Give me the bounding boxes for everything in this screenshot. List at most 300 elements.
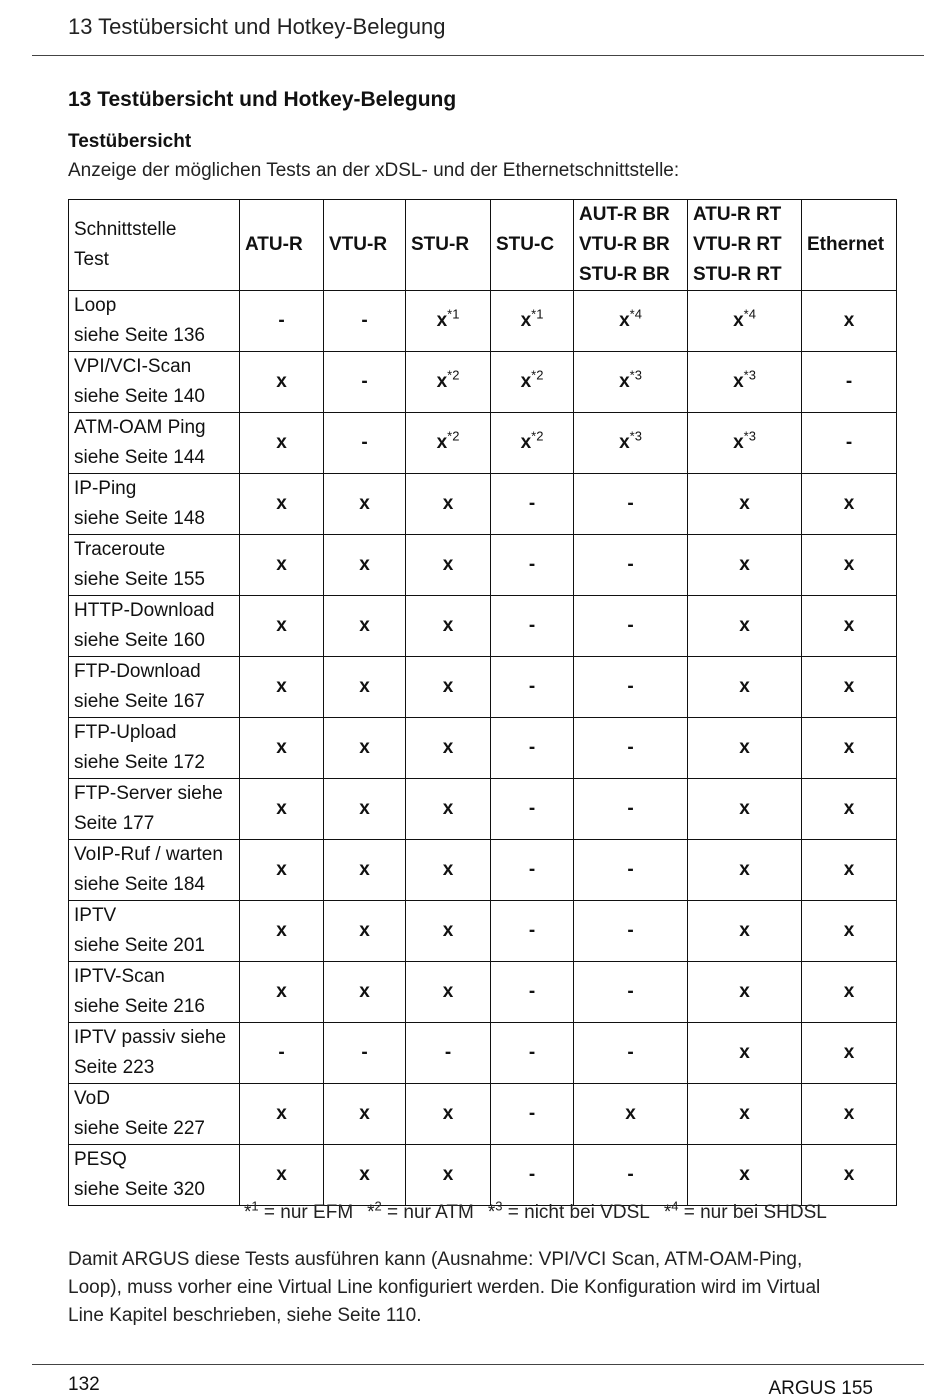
support-cell: [688, 1023, 802, 1084]
support-cell: [324, 291, 406, 352]
support-cell: [324, 535, 406, 596]
support-value: x: [359, 1164, 370, 1185]
test-name-cell: [69, 840, 240, 901]
support-cell: [240, 474, 324, 535]
header-interface-test: [69, 200, 240, 291]
support-value: x: [520, 432, 532, 453]
support-value: x: [442, 493, 454, 514]
support-value: -: [627, 859, 634, 880]
support-cell: [491, 291, 574, 352]
support-value: -: [627, 798, 634, 819]
support-value: -: [528, 676, 536, 697]
support-value: -: [528, 1164, 536, 1185]
support-value: x: [843, 554, 855, 575]
support-cell: [688, 352, 802, 413]
test-name-line: siehe Seite 184: [74, 874, 205, 895]
support-value: x: [843, 737, 855, 758]
footnote-mark: *: [663, 1202, 672, 1223]
test-name-cell: [69, 291, 240, 352]
support-cell: [324, 474, 406, 535]
support-cell: [574, 535, 688, 596]
column-header: [406, 200, 491, 291]
footnote-number: 3: [495, 1198, 503, 1214]
support-value: x: [276, 371, 287, 392]
footnote-ref: *2: [447, 428, 460, 444]
support-value: x: [843, 1164, 855, 1185]
support-value: x: [520, 310, 532, 331]
test-name-line: ATM-OAM Ping: [74, 417, 206, 438]
support-value: -: [528, 920, 536, 941]
footnote: [367, 1198, 474, 1223]
support-cell: [491, 352, 574, 413]
footnote-ref: *3: [629, 367, 642, 383]
body-line: Line Kapitel beschrieben, siehe Seite 110.: [68, 1305, 422, 1326]
support-cell: [802, 779, 897, 840]
footnote-ref: *3: [629, 428, 642, 444]
footnote-ref: *2: [531, 367, 544, 383]
support-value: x: [843, 798, 855, 819]
test-name-line: VoD: [74, 1088, 110, 1109]
support-value: x: [739, 1103, 750, 1124]
support-value: -: [627, 1042, 634, 1063]
footnote-mark: *: [487, 1202, 496, 1223]
support-cell: [802, 1084, 897, 1145]
support-value: x: [276, 554, 287, 575]
header-line: Schnittstelle: [74, 219, 177, 240]
body-text: [68, 1246, 898, 1330]
support-cell: [802, 1023, 897, 1084]
support-cell: [406, 657, 491, 718]
column-header: [688, 200, 802, 291]
table-row: [69, 901, 897, 962]
support-cell: [574, 718, 688, 779]
header-line: ATU-R RT: [693, 204, 782, 225]
support-value: x: [442, 1103, 454, 1124]
support-cell: [574, 779, 688, 840]
support-cell: [324, 657, 406, 718]
test-name-line: IPTV passiv siehe: [74, 1027, 227, 1048]
support-cell: [574, 962, 688, 1023]
test-overview-table: [68, 199, 897, 1206]
test-name-cell: [69, 352, 240, 413]
support-cell: [802, 718, 897, 779]
support-value: -: [278, 1042, 285, 1063]
support-cell: [240, 962, 324, 1023]
footnote-ref: *2: [447, 367, 460, 383]
test-name-line: siehe Seite 216: [74, 996, 205, 1017]
support-value: x: [276, 737, 287, 758]
support-value: -: [444, 1042, 452, 1063]
support-cell: [491, 779, 574, 840]
support-value: -: [361, 432, 368, 453]
header-line: Test: [74, 249, 109, 270]
test-name-line: siehe Seite 155: [74, 569, 205, 590]
support-value: x: [619, 371, 630, 392]
header-line: Ethernet: [807, 234, 885, 255]
support-value: x: [843, 615, 855, 636]
support-cell: [240, 779, 324, 840]
support-value: x: [739, 737, 750, 758]
test-name-line: siehe Seite 144: [74, 447, 205, 468]
support-value: x: [359, 493, 370, 514]
support-value: -: [528, 1042, 536, 1063]
table-row: [69, 1145, 897, 1206]
header-line: STU-C: [496, 234, 555, 255]
header-line: STU-R: [411, 234, 470, 255]
test-name-line: siehe Seite 148: [74, 508, 205, 529]
table-row: [69, 291, 897, 352]
support-value: -: [627, 554, 634, 575]
footnote-ref: *1: [531, 306, 544, 322]
support-cell: [802, 352, 897, 413]
footnote-text: = nicht bei VDSL: [502, 1202, 650, 1223]
support-value: -: [528, 859, 536, 880]
support-value: x: [359, 676, 370, 697]
support-cell: [240, 718, 324, 779]
support-cell: [406, 596, 491, 657]
support-cell: [574, 413, 688, 474]
support-value: -: [528, 1103, 536, 1124]
support-cell: [688, 657, 802, 718]
test-name-cell: [69, 779, 240, 840]
support-cell: [688, 1084, 802, 1145]
support-value: -: [845, 432, 853, 453]
test-name-cell: [69, 657, 240, 718]
support-value: x: [276, 981, 287, 1002]
section-title: Testübersicht: [68, 131, 192, 152]
support-value: x: [619, 432, 630, 453]
support-cell: [688, 718, 802, 779]
support-value: -: [361, 310, 368, 331]
support-value: x: [359, 798, 370, 819]
support-value: x: [436, 310, 448, 331]
test-name-line: siehe Seite 201: [74, 935, 205, 956]
support-cell: [574, 1084, 688, 1145]
support-cell: [491, 1084, 574, 1145]
support-value: x: [442, 676, 454, 697]
test-name-line: PESQ: [74, 1149, 127, 1170]
support-value: -: [361, 1042, 368, 1063]
support-value: x: [276, 798, 287, 819]
support-cell: [406, 474, 491, 535]
support-cell: [240, 352, 324, 413]
support-cell: [802, 840, 897, 901]
column-header: [574, 200, 688, 291]
test-name-line: FTP-Server siehe: [74, 783, 223, 804]
support-cell: [491, 718, 574, 779]
footnote-text: = nur EFM: [258, 1202, 354, 1223]
support-value: -: [528, 554, 536, 575]
support-value: x: [359, 1103, 370, 1124]
header-rule: [32, 55, 924, 56]
intro-text: Anzeige der möglichen Tests an der xDSL- und der Ethernetschnittstelle:: [68, 160, 680, 181]
support-cell: [406, 1145, 491, 1206]
support-cell: [324, 1084, 406, 1145]
support-value: -: [627, 676, 634, 697]
support-cell: [406, 1084, 491, 1145]
support-value: x: [276, 859, 287, 880]
support-cell: [324, 352, 406, 413]
test-name-line: Seite 177: [74, 813, 155, 834]
test-name-line: VoIP-Ruf / warten: [74, 844, 223, 865]
support-cell: [491, 840, 574, 901]
support-value: x: [442, 1164, 454, 1185]
support-cell: [802, 657, 897, 718]
support-cell: [324, 779, 406, 840]
support-cell: [688, 535, 802, 596]
table-row: [69, 718, 897, 779]
body-line: Damit ARGUS diese Tests ausführen kann (Ausnahme: VPI/VCI Scan, ATM-OAM-Ping,: [68, 1249, 803, 1270]
support-value: -: [278, 310, 285, 331]
support-value: x: [442, 798, 454, 819]
footnote-ref: *4: [743, 306, 756, 322]
page-number: 132: [68, 1374, 100, 1395]
support-value: x: [739, 981, 750, 1002]
support-cell: [574, 657, 688, 718]
support-cell: [324, 413, 406, 474]
footnote-ref: *3: [743, 367, 756, 383]
support-value: x: [733, 310, 744, 331]
support-cell: [240, 657, 324, 718]
support-value: x: [359, 554, 370, 575]
support-value: x: [359, 615, 370, 636]
table-header-row: [69, 200, 897, 291]
footnote-ref: *2: [531, 428, 544, 444]
support-value: -: [361, 371, 368, 392]
test-name-cell: [69, 1023, 240, 1084]
support-value: x: [442, 737, 454, 758]
footnote-mark: *: [367, 1202, 375, 1223]
support-cell: [802, 1145, 897, 1206]
support-cell: [574, 901, 688, 962]
support-cell: [324, 962, 406, 1023]
support-cell: [574, 840, 688, 901]
support-cell: [802, 413, 897, 474]
support-cell: [240, 840, 324, 901]
support-cell: [406, 535, 491, 596]
support-cell: [240, 1084, 324, 1145]
support-value: x: [733, 432, 744, 453]
support-cell: [802, 962, 897, 1023]
support-cell: [802, 535, 897, 596]
test-name-line: siehe Seite 227: [74, 1118, 205, 1139]
support-cell: [491, 1023, 574, 1084]
support-cell: [406, 901, 491, 962]
support-cell: [324, 718, 406, 779]
support-value: x: [843, 310, 855, 331]
table-row: [69, 1084, 897, 1145]
support-value: x: [276, 493, 287, 514]
test-name-line: siehe Seite 172: [74, 752, 205, 773]
footnotes: [244, 1199, 841, 1227]
support-value: -: [627, 920, 634, 941]
test-name-cell: [69, 1145, 240, 1206]
table-row: [69, 413, 897, 474]
support-cell: [491, 657, 574, 718]
support-value: x: [739, 554, 750, 575]
test-name-line: IPTV-Scan: [74, 966, 165, 987]
support-value: -: [627, 981, 634, 1002]
footnote: [663, 1198, 827, 1223]
support-cell: [406, 352, 491, 413]
column-header: [491, 200, 574, 291]
support-value: x: [276, 1103, 287, 1124]
test-name-cell: [69, 718, 240, 779]
support-cell: [324, 1145, 406, 1206]
header-line: VTU-R RT: [693, 234, 782, 255]
support-cell: [491, 962, 574, 1023]
support-value: x: [843, 859, 855, 880]
test-name-line: VPI/VCI-Scan: [74, 356, 192, 377]
test-name-line: FTP-Upload: [74, 722, 177, 743]
test-name-line: FTP-Download: [74, 661, 201, 682]
support-value: x: [739, 798, 750, 819]
support-value: x: [739, 1042, 750, 1063]
footnote: [487, 1198, 650, 1223]
header-line: ATU-R: [245, 234, 303, 255]
support-value: x: [276, 432, 287, 453]
header-line: AUT-R BR: [579, 204, 670, 225]
footnote-ref: *3: [743, 428, 756, 444]
support-value: x: [739, 920, 750, 941]
support-value: -: [627, 615, 634, 636]
table-row: [69, 962, 897, 1023]
support-value: x: [843, 493, 855, 514]
footnote-text: = nur ATM: [381, 1202, 474, 1223]
body-line: Loop), muss vorher eine Virtual Line konfiguriert werden. Die Konfiguration wird im Virtual: [68, 1277, 821, 1298]
support-cell: [324, 596, 406, 657]
table-row: [69, 840, 897, 901]
header-line: VTU-R: [329, 234, 388, 255]
footer-rule: [32, 1364, 924, 1365]
support-cell: [406, 779, 491, 840]
support-cell: [688, 413, 802, 474]
support-cell: [688, 962, 802, 1023]
support-cell: [574, 352, 688, 413]
support-value: -: [528, 981, 536, 1002]
table-row: [69, 352, 897, 413]
support-value: x: [442, 920, 454, 941]
support-value: -: [845, 371, 853, 392]
footnote-number: 4: [671, 1198, 679, 1214]
support-cell: [688, 291, 802, 352]
support-cell: [491, 1145, 574, 1206]
support-cell: [324, 901, 406, 962]
support-value: x: [442, 554, 454, 575]
footnote-number: 1: [251, 1198, 259, 1214]
product-name: ARGUS 155: [768, 1378, 873, 1399]
support-value: x: [739, 615, 750, 636]
support-cell: [491, 413, 574, 474]
support-value: -: [528, 737, 536, 758]
support-value: x: [359, 737, 370, 758]
footnote-ref: *1: [447, 306, 460, 322]
test-name-cell: [69, 535, 240, 596]
support-value: x: [276, 615, 287, 636]
support-cell: [802, 474, 897, 535]
support-value: x: [843, 1042, 855, 1063]
table-row: [69, 596, 897, 657]
support-value: x: [359, 859, 370, 880]
test-name-cell: [69, 474, 240, 535]
support-value: x: [436, 371, 448, 392]
running-header: 13 Testübersicht und Hotkey-Belegung: [68, 14, 446, 39]
test-name-line: Loop: [74, 295, 117, 316]
support-cell: [688, 901, 802, 962]
test-name-line: siehe Seite 136: [74, 325, 205, 346]
header-line: STU-R RT: [693, 264, 782, 285]
support-value: x: [843, 920, 855, 941]
support-cell: [240, 1145, 324, 1206]
support-cell: [240, 291, 324, 352]
table-row: [69, 657, 897, 718]
support-cell: [574, 1023, 688, 1084]
support-cell: [574, 596, 688, 657]
support-value: x: [520, 371, 532, 392]
column-header: [324, 200, 406, 291]
support-value: -: [627, 737, 634, 758]
support-cell: [406, 718, 491, 779]
support-value: -: [627, 1164, 634, 1185]
support-cell: [491, 901, 574, 962]
test-name-cell: [69, 1084, 240, 1145]
support-cell: [491, 474, 574, 535]
support-cell: [240, 413, 324, 474]
support-cell: [802, 596, 897, 657]
test-name-cell: [69, 901, 240, 962]
table-row: [69, 474, 897, 535]
support-cell: [406, 1023, 491, 1084]
support-cell: [240, 1023, 324, 1084]
table-row: [69, 1023, 897, 1084]
support-cell: [802, 901, 897, 962]
test-name-line: siehe Seite 140: [74, 386, 205, 407]
test-name-line: siehe Seite 160: [74, 630, 205, 651]
support-value: -: [528, 493, 536, 514]
test-name-cell: [69, 596, 240, 657]
test-name-line: Traceroute: [74, 539, 166, 560]
support-cell: [688, 474, 802, 535]
support-cell: [240, 596, 324, 657]
support-cell: [406, 413, 491, 474]
footnote-number: 2: [374, 1198, 382, 1214]
support-value: x: [625, 1103, 636, 1124]
footnote-text: = nur bei SHDSL: [678, 1202, 827, 1223]
support-cell: [688, 840, 802, 901]
support-value: x: [843, 981, 855, 1002]
support-cell: [324, 840, 406, 901]
support-value: x: [442, 981, 454, 1002]
support-value: x: [739, 493, 750, 514]
test-name-cell: [69, 962, 240, 1023]
support-value: x: [436, 432, 448, 453]
support-value: x: [442, 615, 454, 636]
footnote-mark: *: [244, 1202, 252, 1223]
footnote-ref: *4: [629, 306, 642, 322]
support-cell: [491, 596, 574, 657]
support-value: x: [359, 981, 370, 1002]
test-name-line: siehe Seite 320: [74, 1179, 205, 1200]
support-cell: [688, 1145, 802, 1206]
support-cell: [491, 535, 574, 596]
test-name-line: siehe Seite 167: [74, 691, 205, 712]
column-header: [240, 200, 324, 291]
support-value: x: [843, 676, 855, 697]
support-cell: [406, 840, 491, 901]
support-value: -: [528, 798, 536, 819]
column-header: [802, 200, 897, 291]
support-cell: [802, 291, 897, 352]
